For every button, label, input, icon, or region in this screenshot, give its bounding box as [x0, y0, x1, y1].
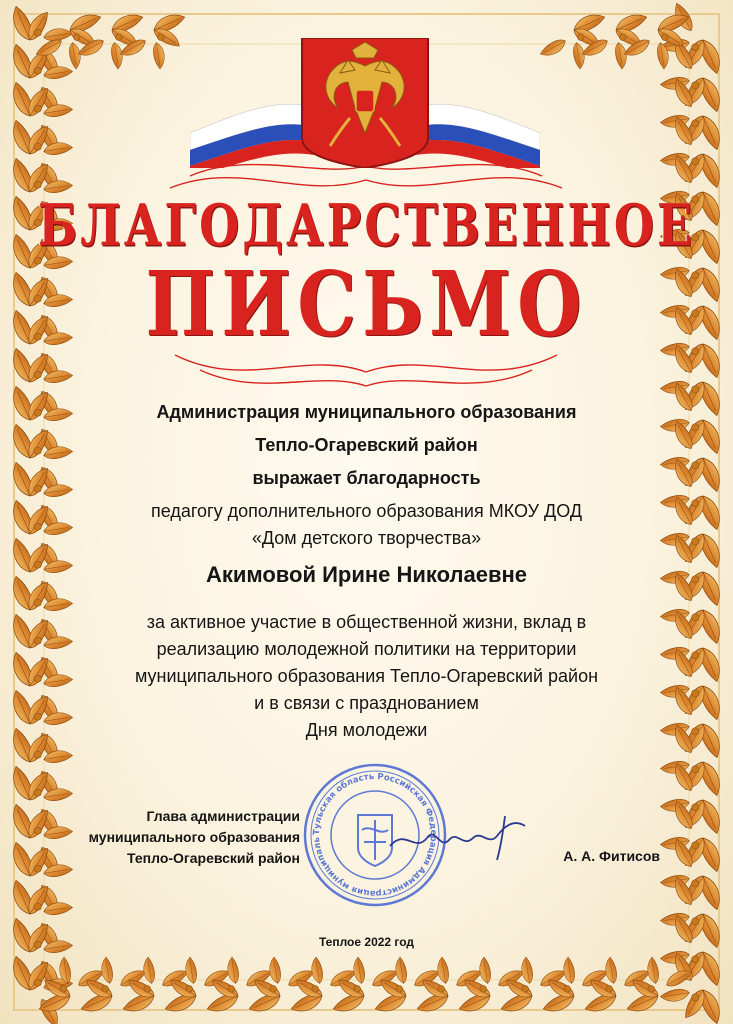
- footer-place-year: Теплое 2022 год: [318, 935, 415, 949]
- reason-line3: муниципального образования Тепло-Огаревский район: [134, 666, 599, 686]
- recipient-name: Акимовой Ирине Николаевне: [205, 562, 528, 587]
- laurel-sprig: [535, 0, 612, 76]
- signatory-title-line2: муниципального образования: [88, 829, 300, 845]
- reason-line4: и в связи с празднованием: [254, 693, 479, 713]
- emblem: [190, 38, 540, 173]
- issuer-line2: Тепло-Огаревский район: [255, 435, 478, 455]
- recipient-role-line2: «Дом детского творчества»: [251, 528, 482, 548]
- laurel-sprig: [653, 0, 733, 82]
- signatory-name: А. А. Фитисов: [563, 848, 660, 864]
- reason-line5: Дня молодежи: [305, 720, 428, 740]
- signatory-title-line3: Тепло-Огаревский район: [127, 850, 300, 866]
- russian-flag-icon: [190, 38, 540, 168]
- reason-line2: реализацию молодежной политики на территории: [156, 639, 577, 659]
- issuer-line1: Администрация муниципального образования: [156, 402, 577, 422]
- reason-line1: за активное участие в общественной жизни, вклад в: [146, 612, 587, 632]
- title-line1: БЛАГОДАРСТВЕННОЕ: [37, 191, 696, 259]
- title-line2: ПИСЬМО: [145, 253, 588, 357]
- title-flourish-bottom: [175, 355, 557, 386]
- issuer-line3: выражает благодарность: [252, 468, 481, 488]
- recipient-role-line1: педагогу дополнительного образования МКОУ ДОД: [150, 501, 583, 521]
- seal-text: Тульская область Российская Федерация Администрация муниципаль: [311, 771, 439, 899]
- double-headed-eagle-icon: [302, 38, 428, 168]
- laurel-sprig: [0, 948, 80, 1024]
- signatory-title-line1: Глава администрации: [146, 808, 300, 824]
